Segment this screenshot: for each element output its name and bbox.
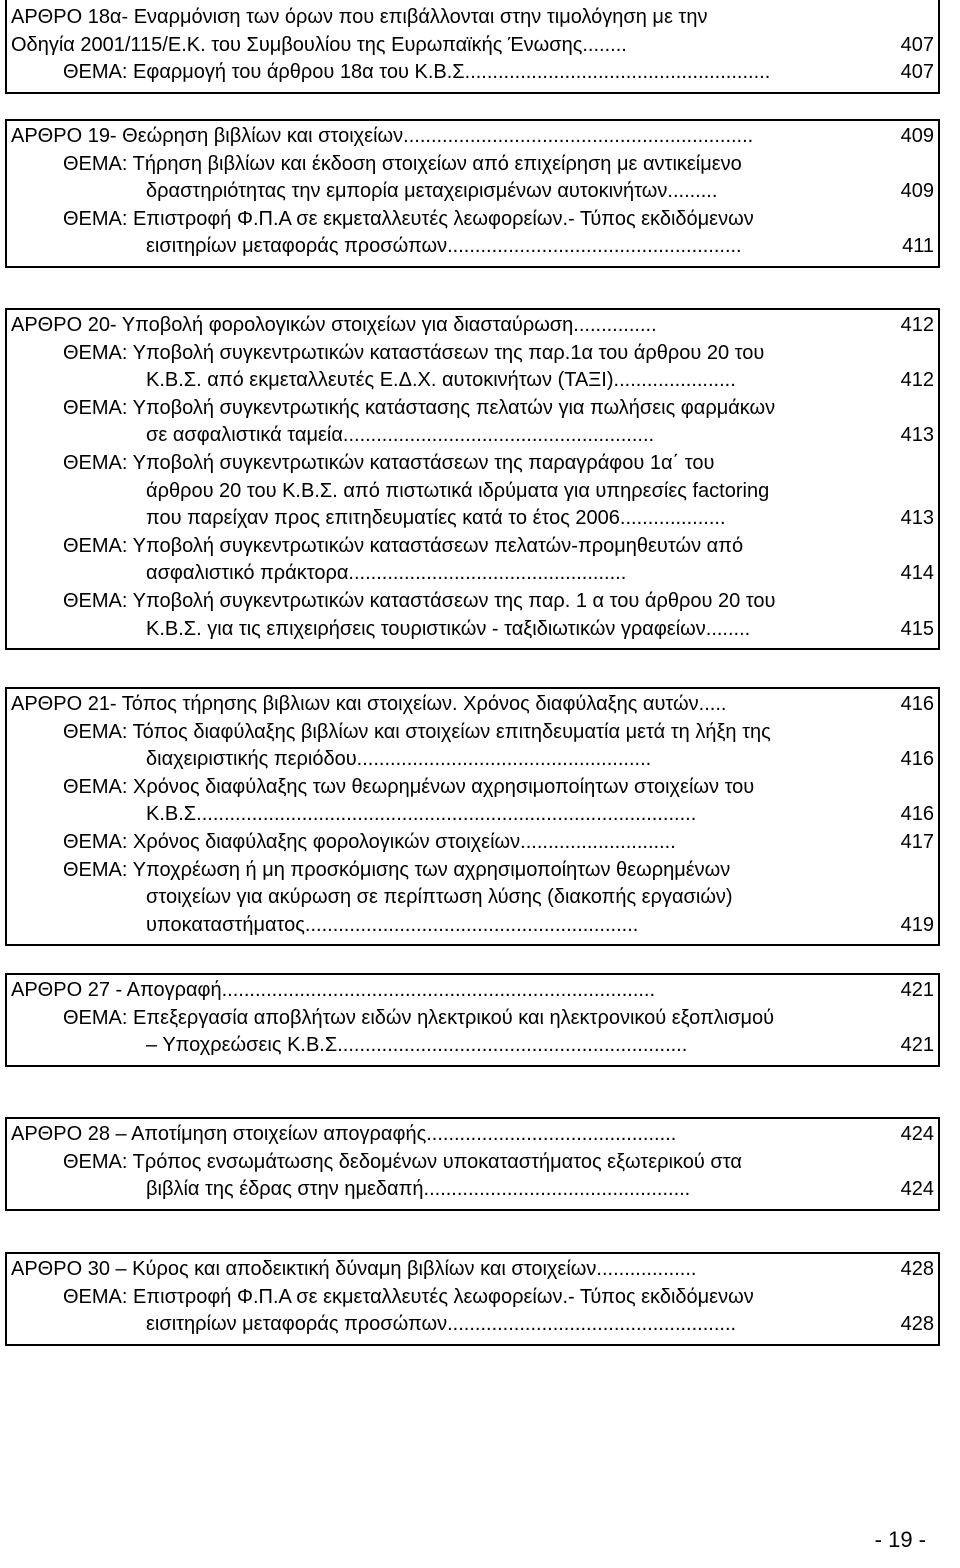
toc-entry-text: ΘΕΜΑ: Υποβολή συγκεντρωτικών καταστάσεων της παρ.1α του άρθρου 20 του	[63, 341, 765, 364]
toc-leader-dots: ....................................................	[452, 235, 742, 258]
toc-topic-line	[7, 178, 938, 206]
toc-entry-text: ΘΕΜΑ: Επιστροφή Φ.Π.Α σε εκμεταλλευτές λεωφορείων.- Τύπος εκδιδόμενων	[63, 1285, 754, 1308]
toc-topic-line	[7, 912, 938, 940]
toc-topic-line	[7, 1176, 938, 1204]
toc-entry-text: – Υποχρεώσεις Κ.Β.Σ.	[146, 1034, 343, 1057]
toc-leader-dots: ..................	[625, 507, 726, 530]
toc-article-line	[7, 123, 938, 151]
toc-leader-dots: ......................................................	[470, 61, 771, 84]
toc-page-number: 409	[900, 180, 934, 203]
toc-section	[5, 1117, 940, 1211]
toc-topic-line	[7, 59, 938, 87]
toc-page-number: 413	[900, 424, 934, 447]
toc-entry-text: ΘΕΜΑ: Υποβολή συγκεντρωτικών καταστάσεων της παρ. 1 α του άρθρου 20 του	[63, 589, 776, 612]
toc-leader-dots: .......................................................	[348, 424, 655, 447]
toc-entry-text: ΘΕΜΑ: Τήρηση βιβλίων και έκδοση στοιχείων από επιχείρηση με αντικείμενο	[63, 152, 742, 175]
toc-leader-dots: ..................	[596, 1258, 697, 1280]
toc-topic-line	[7, 560, 938, 588]
toc-article-line	[7, 1121, 938, 1149]
toc-article-line	[7, 977, 938, 1005]
toc-leader-dots: ...............	[573, 314, 657, 336]
toc-entry-text: ΑΡΘΡΟ 27 - Απογραφή	[11, 979, 222, 1001]
toc-section	[5, 973, 940, 1067]
toc-entry-text: ΘΕΜΑ: Τρόπος ενσωμάτωσης δεδομένων υποκαταστήματος εξωτερικού στα	[63, 1150, 742, 1173]
toc-topic-line	[7, 884, 938, 912]
toc-entry-text: ΑΡΘΡΟ 18α- Εναρμόνιση των όρων που επιβάλλονται στην τιμολόγηση με την	[11, 6, 708, 28]
toc-topic-line	[7, 395, 938, 423]
toc-topic-line	[7, 478, 938, 506]
toc-page-number: 424	[900, 1123, 934, 1145]
toc-page-number: 412	[900, 314, 934, 336]
page-number: - 19 -	[874, 1527, 926, 1552]
toc-topic-line	[7, 857, 938, 885]
toc-entry-text: εισιτηρίων μεταφοράς προσώπων.	[146, 235, 453, 258]
toc-section	[5, 687, 940, 946]
toc-entry-text: ΑΡΘΡΟ 30 – Κύρος και αποδεικτική δύναμη βιβλίων και στοιχείων	[11, 1258, 597, 1280]
toc-page-number: 412	[900, 369, 934, 392]
toc-article-line	[7, 312, 938, 340]
toc-leader-dots: ..............................................................	[342, 1034, 688, 1057]
toc-topic-line	[7, 367, 938, 395]
toc-page-number: 407	[900, 33, 934, 56]
toc-section	[5, 119, 940, 268]
toc-page-number: 428	[900, 1258, 934, 1280]
toc-entry-text: ΘΕΜΑ: Τόπος διαφύλαξης βιβλίων και στοιχείων επιτηδευματία μετά τη λήξη της	[63, 720, 771, 743]
toc-entry-text: στοιχείων για ακύρωση σε περίπτωση λύσης (διακοπής εργασιών)	[146, 886, 733, 909]
toc-page-number: 419	[900, 913, 934, 936]
toc-page-number: 416	[900, 693, 934, 715]
toc-entry-text: βιβλία της έδρας στην ημεδαπή.	[146, 1178, 430, 1201]
toc-topic-line	[7, 801, 938, 829]
toc-entry-text: διαχειριστικής περιόδου.	[146, 748, 363, 771]
toc-page-number: 416	[900, 748, 934, 771]
toc-page-number: 416	[900, 803, 934, 826]
toc-page-number: 409	[900, 125, 934, 147]
toc-topic-line	[7, 774, 938, 802]
toc-topic-line	[7, 1284, 938, 1312]
toc-page-number: 407	[900, 61, 934, 84]
toc-page-number: 411	[902, 235, 934, 258]
toc-page-number: 415	[900, 617, 934, 640]
toc-entry-text: ΘΕΜΑ: Υποχρέωση ή μη προσκόμισης των αχρησιμοποίητων θεωρημένων	[63, 858, 731, 881]
toc-entry-text: ΘΕΜΑ: Υποβολή συγκεντρωτικών καταστάσεων πελατών-προμηθευτών από	[63, 534, 744, 557]
toc-entry-text: άρθρου 20 του Κ.Β.Σ. από πιστωτικά ιδρύματα για υπηρεσίες factoring	[146, 479, 770, 502]
toc-entry-text: Οδηγία 2001/115/Ε.Κ. του Συμβουλίου της Ευρωπαϊκής Ένωσης	[11, 33, 583, 56]
toc-leader-dots: .................................................	[353, 562, 627, 585]
toc-leader-dots: .......	[711, 617, 751, 640]
toc-topic-line	[7, 719, 938, 747]
toc-leader-dots: ...........................................................	[310, 913, 639, 936]
toc-topic-line	[7, 505, 938, 533]
toc-leader-dots: ...................................................	[452, 1313, 737, 1336]
toc-entry-text: ΘΕΜΑ: Υποβολή συγκεντρωτικών καταστάσεων της παραγράφου 1α΄ του	[63, 451, 715, 474]
toc-section	[5, 0, 940, 94]
toc-article-line	[7, 1256, 938, 1284]
toc-topic-line	[7, 1311, 938, 1339]
toc-entry-text: σε ασφαλιστικά ταμεία.	[146, 424, 349, 447]
toc-entry-text: Κ.Β.Σ. από εκμεταλλευτές Ε.Δ.Χ. αυτοκινήτων (ΤΑΞΙ).	[146, 369, 620, 392]
toc-entry-text: ΘΕΜΑ: Εφαρμογή του άρθρου 18α του Κ.Β.Σ.	[63, 61, 471, 84]
toc-entry-text: Κ.Β.Σ. για τις επιχειρήσεις τουριστικών - ταξιδιωτικών γραφείων.	[146, 617, 712, 640]
toc-entry-text: δραστηριότητας την εμπορία μεταχειρισμένων αυτοκινήτων.	[146, 180, 673, 203]
toc-leader-dots: ........	[672, 180, 718, 203]
toc-entry-text: ασφαλιστικό πράκτορα.	[146, 562, 354, 585]
toc-leader-dots: ........	[582, 33, 627, 56]
toc-entry-text: ΑΡΘΡΟ 21- Τόπος τήρησης βιβλιων και στοιχείων. Χρόνος διαφύλαξης αυτών.	[11, 693, 705, 715]
toc-topic-line	[7, 1005, 938, 1033]
toc-page-number: 421	[900, 979, 934, 1001]
toc-topic-line	[7, 588, 938, 616]
toc-topic-line	[7, 340, 938, 368]
toc-topic-line	[7, 151, 938, 179]
toc-article-line	[7, 32, 938, 60]
toc-entry-text: Κ.Β.Σ.	[146, 803, 202, 826]
toc-entry-text: ΑΡΘΡΟ 20- Υποβολή φορολογικών στοιχείων για διασταύρωση	[11, 314, 574, 336]
toc-topic-line	[7, 450, 938, 478]
toc-topic-line	[7, 1149, 938, 1177]
toc-page-number: 428	[900, 1313, 934, 1336]
toc-entry-text: ΘΕΜΑ: Χρόνος διαφύλαξης των θεωρημένων αχρησιμοποίητων στοιχείων του	[63, 775, 755, 798]
toc-topic-line	[7, 422, 938, 450]
toc-entry-text: υποκαταστήματος.	[146, 913, 311, 936]
toc-page-number: 417	[900, 830, 934, 853]
toc-leader-dots: ..............................................................................	[221, 979, 656, 1001]
toc-section	[5, 1252, 940, 1346]
toc-entry-text: ΘΕΜΑ: Υποβολή συγκεντρωτικής κατάστασης πελατών για πωλήσεις φαρμάκων	[63, 396, 776, 419]
toc-article-line	[7, 4, 938, 32]
toc-leader-dots: ....................................................	[362, 748, 652, 771]
toc-entry-text: ΑΡΘΡΟ 28 – Αποτίμηση στοιχείων απογραφής	[11, 1123, 427, 1145]
toc-topic-line	[7, 1032, 938, 1060]
toc-entry-text: ΑΡΘΡΟ 19- Θεώρηση βιβλίων και στοιχείων	[11, 125, 404, 147]
toc-topic-line	[7, 233, 938, 261]
toc-topic-line	[7, 746, 938, 774]
toc-leader-dots: ...............................................................	[403, 125, 754, 147]
toc-entry-text: εισιτηρίων μεταφοράς προσώπων.	[146, 1313, 453, 1336]
toc-leader-dots: ....	[704, 693, 727, 715]
toc-leader-dots: .........................................................................................	[201, 803, 697, 826]
toc-leader-dots: .............................................	[426, 1123, 677, 1145]
toc-topic-line	[7, 533, 938, 561]
toc-page-number: 421	[900, 1034, 934, 1057]
toc-entry-text: ΘΕΜΑ: Επεξεργασία αποβλήτων ειδών ηλεκτρικού και ηλεκτρονικού εξοπλισμού	[63, 1006, 775, 1029]
toc-entry-text: ΘΕΜΑ: Χρόνος διαφύλαξης φορολογικών στοιχείων.	[63, 830, 526, 853]
toc-entry-text: που παρείχαν προς επιτηδευματίες κατά το έτος 2006.	[146, 507, 626, 530]
toc-page-number: 413	[900, 507, 934, 530]
toc-topic-line	[7, 829, 938, 857]
toc-leader-dots: ...........................	[525, 830, 676, 853]
toc-article-line	[7, 691, 938, 719]
toc-page-number: 424	[900, 1178, 934, 1201]
toc-leader-dots: ...............................................	[429, 1178, 691, 1201]
toc-section	[5, 308, 940, 650]
toc-topic-line	[7, 616, 938, 644]
toc-topic-line	[7, 206, 938, 234]
toc-leader-dots: .....................	[619, 369, 736, 392]
toc-page-number: 414	[900, 562, 934, 585]
toc-entry-text: ΘΕΜΑ: Επιστροφή Φ.Π.Α σε εκμεταλλευτές λεωφορείων.- Τύπος εκδιδόμενων	[63, 207, 754, 230]
